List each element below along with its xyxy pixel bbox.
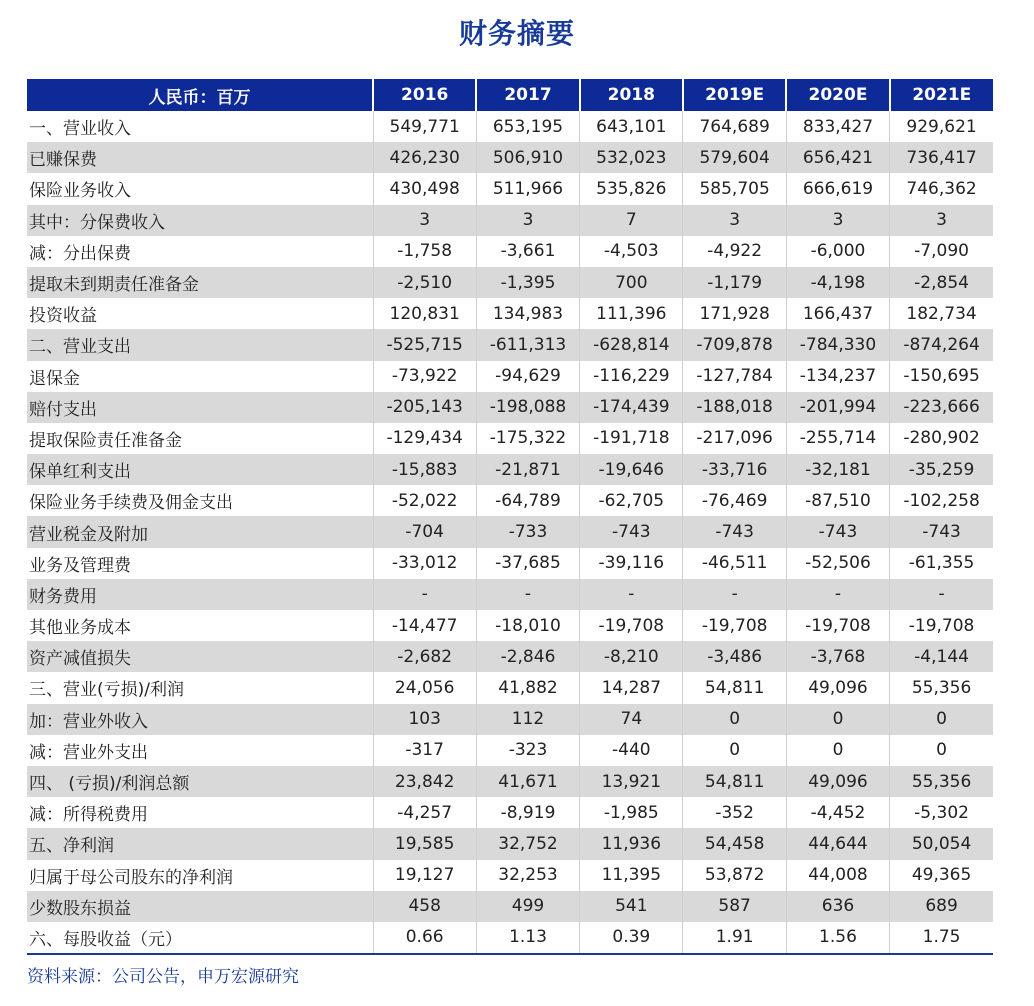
value-cell: -52,506	[786, 548, 889, 579]
value-cell: 587	[683, 891, 786, 922]
table-row	[27, 641, 993, 672]
value-cell: 11,395	[580, 860, 683, 891]
value-cell: 0	[683, 704, 786, 735]
value-cell: 14,287	[580, 672, 683, 703]
value-cell: 41,882	[476, 672, 579, 703]
value-cell: -743	[890, 516, 993, 547]
value-cell: 532,023	[580, 142, 683, 173]
row-label: 六、每股收益（元）	[27, 922, 373, 954]
value-cell: -35,259	[890, 454, 993, 485]
table-row	[27, 704, 993, 735]
table-row	[27, 205, 993, 236]
row-label: 营业税金及附加	[27, 516, 373, 547]
value-cell: -37,685	[476, 548, 579, 579]
value-cell: -62,705	[580, 485, 683, 516]
value-cell: 656,421	[786, 142, 889, 173]
value-cell: -33,716	[683, 454, 786, 485]
value-cell: 0.39	[580, 922, 683, 954]
value-cell: 11,936	[580, 828, 683, 859]
value-cell: -704	[373, 516, 476, 547]
table-row	[27, 329, 993, 360]
value-cell: -4,452	[786, 797, 889, 828]
value-cell: -19,708	[580, 610, 683, 641]
table-row	[27, 142, 993, 173]
value-cell: 171,928	[683, 298, 786, 329]
value-cell: -1,985	[580, 797, 683, 828]
value-cell: 55,356	[890, 766, 993, 797]
value-cell: 1.13	[476, 922, 579, 954]
value-cell: 653,195	[476, 111, 579, 142]
table-row	[27, 797, 993, 828]
row-label: 二、营业支出	[27, 329, 373, 360]
value-cell: -175,322	[476, 423, 579, 454]
table-row	[27, 735, 993, 766]
value-cell: 111,396	[580, 298, 683, 329]
value-cell: -2,846	[476, 641, 579, 672]
value-cell: 49,096	[786, 672, 889, 703]
value-cell: -52,022	[373, 485, 476, 516]
value-cell: -8,919	[476, 797, 579, 828]
value-cell: -19,708	[890, 610, 993, 641]
table-row	[27, 392, 993, 423]
row-label: 五、净利润	[27, 828, 373, 859]
value-cell: 49,096	[786, 766, 889, 797]
value-cell: 54,811	[683, 672, 786, 703]
header-year: 2017	[476, 79, 579, 111]
value-cell: -94,629	[476, 361, 579, 392]
value-cell: 103	[373, 704, 476, 735]
value-cell: 3	[683, 205, 786, 236]
value-cell: -217,096	[683, 423, 786, 454]
value-cell: -32,181	[786, 454, 889, 485]
value-cell: 23,842	[373, 766, 476, 797]
value-cell: -	[890, 579, 993, 610]
value-cell: 0	[890, 704, 993, 735]
value-cell: -	[580, 579, 683, 610]
value-cell: -201,994	[786, 392, 889, 423]
row-label: 提取未到期责任准备金	[27, 267, 373, 298]
value-cell: 112	[476, 704, 579, 735]
value-cell: 55,356	[890, 672, 993, 703]
value-cell: 44,644	[786, 828, 889, 859]
table-header-row	[27, 79, 993, 111]
financial-summary-table	[27, 79, 993, 955]
value-cell: 764,689	[683, 111, 786, 142]
value-cell: -280,902	[890, 423, 993, 454]
value-cell: 458	[373, 891, 476, 922]
value-cell: 182,734	[890, 298, 993, 329]
value-cell: -784,330	[786, 329, 889, 360]
value-cell: -743	[786, 516, 889, 547]
value-cell: 32,253	[476, 860, 579, 891]
value-cell: -73,922	[373, 361, 476, 392]
row-label: 四、 (亏损)/利润总额	[27, 766, 373, 797]
value-cell: -317	[373, 735, 476, 766]
value-cell: -33,012	[373, 548, 476, 579]
value-cell: 0	[786, 735, 889, 766]
value-cell: 54,811	[683, 766, 786, 797]
row-label: 已赚保费	[27, 142, 373, 173]
value-cell: 13,921	[580, 766, 683, 797]
table-row	[27, 860, 993, 891]
row-label: 赔付支出	[27, 392, 373, 423]
value-cell: 1.75	[890, 922, 993, 954]
value-cell: 50,054	[890, 828, 993, 859]
value-cell: 430,498	[373, 173, 476, 204]
header-year: 2016	[373, 79, 476, 111]
value-cell: -323	[476, 735, 579, 766]
value-cell: -134,237	[786, 361, 889, 392]
value-cell: -1,179	[683, 267, 786, 298]
table-row	[27, 485, 993, 516]
value-cell: -19,646	[580, 454, 683, 485]
value-cell: -87,510	[786, 485, 889, 516]
value-cell: -3,661	[476, 236, 579, 267]
table-row	[27, 672, 993, 703]
value-cell: -18,010	[476, 610, 579, 641]
value-cell: 0	[890, 735, 993, 766]
table-row	[27, 516, 993, 547]
value-cell: -8,210	[580, 641, 683, 672]
value-cell: -76,469	[683, 485, 786, 516]
value-cell: 19,127	[373, 860, 476, 891]
header-year: 2018	[580, 79, 683, 111]
table-row	[27, 423, 993, 454]
value-cell: 643,101	[580, 111, 683, 142]
value-cell: 535,826	[580, 173, 683, 204]
row-label: 其他业务成本	[27, 610, 373, 641]
value-cell: 499	[476, 891, 579, 922]
header-year: 2021E	[890, 79, 993, 111]
value-cell: 1.91	[683, 922, 786, 954]
value-cell: -1,395	[476, 267, 579, 298]
row-label: 投资收益	[27, 298, 373, 329]
table-row	[27, 891, 993, 922]
value-cell: 929,621	[890, 111, 993, 142]
row-label: 保单红利支出	[27, 454, 373, 485]
row-label: 提取保险责任准备金	[27, 423, 373, 454]
value-cell: 74	[580, 704, 683, 735]
value-cell: 579,604	[683, 142, 786, 173]
value-cell: -255,714	[786, 423, 889, 454]
value-cell: 506,910	[476, 142, 579, 173]
value-cell: -4,922	[683, 236, 786, 267]
value-cell: -191,718	[580, 423, 683, 454]
row-label: 三、营业(亏损)/利润	[27, 672, 373, 703]
value-cell: 541	[580, 891, 683, 922]
value-cell: -1,758	[373, 236, 476, 267]
value-cell: -46,511	[683, 548, 786, 579]
value-cell: -19,708	[786, 610, 889, 641]
table-row	[27, 828, 993, 859]
row-label: 少数股东损益	[27, 891, 373, 922]
row-label: 一、营业收入	[27, 111, 373, 142]
table-row	[27, 111, 993, 142]
table-row	[27, 267, 993, 298]
value-cell: -174,439	[580, 392, 683, 423]
value-cell: 0.66	[373, 922, 476, 954]
header-currency-unit: 人民币：百万	[27, 79, 373, 111]
row-label: 业务及管理费	[27, 548, 373, 579]
table-row	[27, 454, 993, 485]
row-label: 减：分出保费	[27, 236, 373, 267]
value-cell: -39,116	[580, 548, 683, 579]
value-cell: -61,355	[890, 548, 993, 579]
table-row	[27, 548, 993, 579]
value-cell: 636	[786, 891, 889, 922]
value-cell: 0	[683, 735, 786, 766]
row-label: 保险业务收入	[27, 173, 373, 204]
table-row	[27, 922, 993, 954]
table-row	[27, 298, 993, 329]
source-note: 资料来源：公司公告，申万宏源研究	[27, 967, 299, 987]
value-cell: -628,814	[580, 329, 683, 360]
value-cell: -2,854	[890, 267, 993, 298]
value-cell: 3	[373, 205, 476, 236]
value-cell: 120,831	[373, 298, 476, 329]
header-year: 2019E	[683, 79, 786, 111]
table-body	[27, 111, 993, 954]
value-cell: 3	[476, 205, 579, 236]
value-cell: -127,784	[683, 361, 786, 392]
value-cell: -116,229	[580, 361, 683, 392]
value-cell: -3,486	[683, 641, 786, 672]
value-cell: -6,000	[786, 236, 889, 267]
value-cell: -14,477	[373, 610, 476, 641]
value-cell: 833,427	[786, 111, 889, 142]
value-cell: 134,983	[476, 298, 579, 329]
value-cell: 53,872	[683, 860, 786, 891]
value-cell: 3	[786, 205, 889, 236]
value-cell: 41,671	[476, 766, 579, 797]
value-cell: -	[476, 579, 579, 610]
value-cell: -743	[683, 516, 786, 547]
value-cell: -	[373, 579, 476, 610]
value-cell: 549,771	[373, 111, 476, 142]
value-cell: -64,789	[476, 485, 579, 516]
value-cell: 700	[580, 267, 683, 298]
value-cell: -	[786, 579, 889, 610]
value-cell: 1.56	[786, 922, 889, 954]
table-row	[27, 236, 993, 267]
value-cell: -19,708	[683, 610, 786, 641]
value-cell: -2,510	[373, 267, 476, 298]
value-cell: -525,715	[373, 329, 476, 360]
value-cell: 44,008	[786, 860, 889, 891]
value-cell: -223,666	[890, 392, 993, 423]
value-cell: -205,143	[373, 392, 476, 423]
value-cell: -	[683, 579, 786, 610]
value-cell: -198,088	[476, 392, 579, 423]
page-title: 财务摘要	[458, 17, 575, 50]
value-cell: 166,437	[786, 298, 889, 329]
table-row	[27, 361, 993, 392]
row-label: 财务费用	[27, 579, 373, 610]
table-row	[27, 610, 993, 641]
value-cell: -733	[476, 516, 579, 547]
value-cell: -4,257	[373, 797, 476, 828]
value-cell: -3,768	[786, 641, 889, 672]
value-cell: 666,619	[786, 173, 889, 204]
value-cell: 32,752	[476, 828, 579, 859]
value-cell: 736,417	[890, 142, 993, 173]
value-cell: -2,682	[373, 641, 476, 672]
row-label: 归属于母公司股东的净利润	[27, 860, 373, 891]
value-cell: -129,434	[373, 423, 476, 454]
row-label: 减：营业外支出	[27, 735, 373, 766]
row-label: 其中：分保费收入	[27, 205, 373, 236]
value-cell: 19,585	[373, 828, 476, 859]
row-label: 减：所得税费用	[27, 797, 373, 828]
value-cell: -15,883	[373, 454, 476, 485]
value-cell: -4,503	[580, 236, 683, 267]
row-label: 资产减值损失	[27, 641, 373, 672]
value-cell: -352	[683, 797, 786, 828]
value-cell: 426,230	[373, 142, 476, 173]
row-label: 退保金	[27, 361, 373, 392]
value-cell: 511,966	[476, 173, 579, 204]
value-cell: 0	[786, 704, 889, 735]
row-label: 加：营业外收入	[27, 704, 373, 735]
value-cell: -21,871	[476, 454, 579, 485]
value-cell: -7,090	[890, 236, 993, 267]
table-row	[27, 579, 993, 610]
value-cell: -4,198	[786, 267, 889, 298]
value-cell: 3	[890, 205, 993, 236]
table-row	[27, 173, 993, 204]
value-cell: 746,362	[890, 173, 993, 204]
value-cell: 54,458	[683, 828, 786, 859]
value-cell: 7	[580, 205, 683, 236]
value-cell: -150,695	[890, 361, 993, 392]
value-cell: -4,144	[890, 641, 993, 672]
value-cell: -743	[580, 516, 683, 547]
header-year: 2020E	[786, 79, 889, 111]
value-cell: -5,302	[890, 797, 993, 828]
value-cell: -709,878	[683, 329, 786, 360]
value-cell: -440	[580, 735, 683, 766]
value-cell: 585,705	[683, 173, 786, 204]
value-cell: -102,258	[890, 485, 993, 516]
table-row	[27, 766, 993, 797]
value-cell: -611,313	[476, 329, 579, 360]
row-label: 保险业务手续费及佣金支出	[27, 485, 373, 516]
value-cell: 49,365	[890, 860, 993, 891]
value-cell: 24,056	[373, 672, 476, 703]
value-cell: -874,264	[890, 329, 993, 360]
value-cell: 689	[890, 891, 993, 922]
value-cell: -188,018	[683, 392, 786, 423]
